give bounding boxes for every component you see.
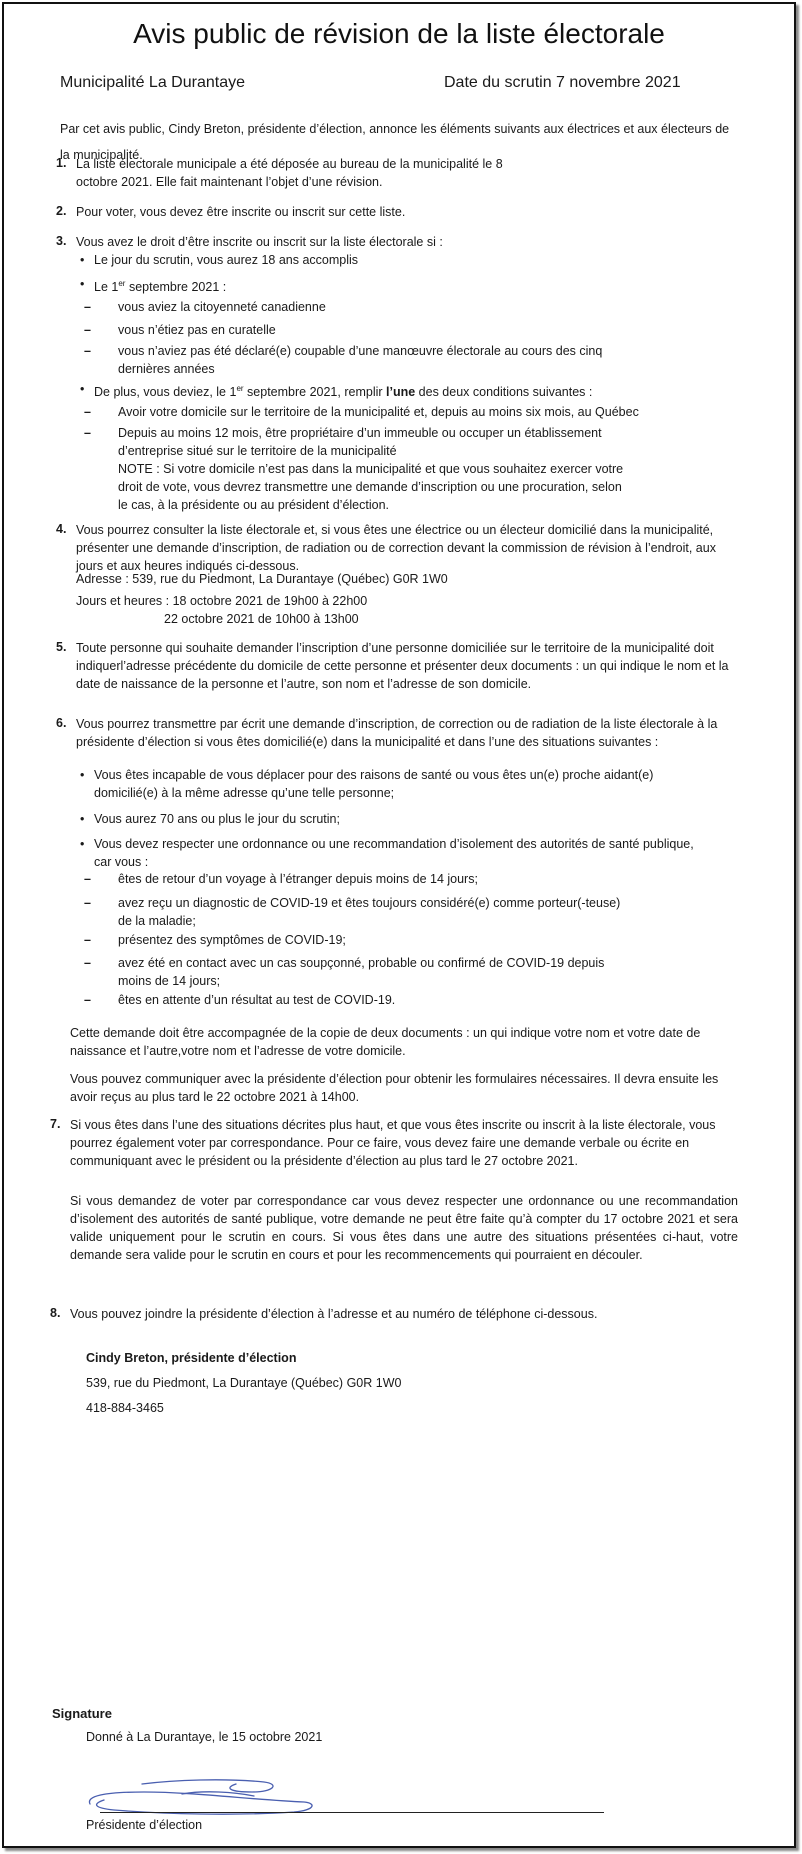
emphasis-text: l’une: [386, 385, 416, 400]
page-title: Avis public de révision de la liste électorale: [133, 18, 665, 49]
dash-item: – avez reçu un diagnostic de COVID-19 et êtes toujours considéré(e) comme porteur(-teuse) de la maladie;: [118, 894, 628, 930]
revision-days-1: Jours et heures : 18 octobre 2021 de 19h00 à 22h00: [76, 594, 368, 608]
item-text-3: Vous avez le droit d’être inscrite ou inscrit sur la liste électorale si :: [76, 235, 443, 249]
item-text-5: Toute personne qui souhaite demander l’inscription d’une personne domiciliée sur le territoire de la municipalité doit indiquerl’adresse précédente du domicile de cette personne et présenter deux documents : un qui indique le nom et la date de naissance de la personne et l’autre, son nom et l’adresse de son domicile.: [76, 641, 729, 691]
item-6-paragraph-2: Vous pouvez communiquer avec la présidente d’élection pour obtenir les formulaires nécessaires. Il devra ensuite les avoir reçus au plus tard le 22 octobre 2021 à 14h00.: [70, 1072, 719, 1104]
ordinal-superscript: er: [118, 279, 126, 288]
intro-paragraph: Par cet avis public, Cindy Breton, présidente d’élection, annonce les éléments suivants aux électrices et aux électeurs de la municipalité.: [60, 122, 730, 162]
bullet-item: [94, 380, 734, 401]
bullet-item: • Vous devez respecter une ordonnance ou une recommandation d’isolement des autorités de santé publique, car vous :: [94, 835, 694, 871]
item-6-paragraph-1: Cette demande doit être accompagnée de la copie de deux documents : un qui indique votre nom et votre date de naissance et l’autre,votre nom et l’adresse de votre domicile.: [70, 1026, 701, 1058]
contact-name: Cindy Breton, présidente d’élection: [86, 1351, 297, 1365]
bullet-text: De plus, vous deviez, le 1: [94, 385, 237, 400]
item-number-6: 6.: [56, 716, 67, 730]
item-number-7: 7.: [50, 1117, 61, 1131]
dash-item: – Depuis au moins 12 mois, être propriétaire d’un immeuble ou occuper un établissement d’entreprise situé sur le territoire de la municipalité: [118, 424, 628, 460]
revision-address: Adresse : 539, rue du Piedmont, La Durantaye (Québec) G0R 1W0: [76, 572, 448, 586]
dash-item: – présentez des symptômes de COVID-19;: [118, 931, 628, 949]
item-number-4: 4.: [56, 522, 67, 536]
item-number-8: 8.: [50, 1306, 61, 1320]
scrutin-date: Date du scrutin 7 novembre 2021: [444, 74, 681, 91]
bullet-text: septembre 2021, remplir: [243, 385, 387, 400]
dash-item: – vous n’étiez pas en curatelle: [118, 321, 728, 339]
item-text-2: Pour voter, vous devez être inscrite ou inscrit sur cette liste.: [76, 205, 406, 219]
bullet-item: • Vous aurez 70 ans ou plus le jour du scrutin;: [94, 810, 694, 828]
signature-label: Signature: [52, 1706, 112, 1721]
note-text: NOTE : Si votre domicile n’est pas dans la municipalité et que vous souhaitez exercer votre droit de vote, vous devrez transmettre une demande d’inscription ou une procuration, selon le cas, à la présidente ou au président d’élection.: [118, 462, 624, 512]
item-number-1: 1.: [56, 156, 67, 170]
item-number-2: 2.: [56, 204, 67, 218]
item-text-8: Vous pouvez joindre la présidente d’élection à l’adresse et au numéro de téléphone ci-dessous.: [70, 1307, 598, 1321]
bullet-text: des deux conditions suivantes :: [415, 385, 593, 400]
notice-page: [2, 2, 796, 1848]
signature-role: Présidente d’élection: [86, 1818, 203, 1832]
bullet-item: • Vous êtes incapable de vous déplacer pour des raisons de santé ou vous êtes un(e) proche aidant(e) domicilié(e) à la même adresse qu’une telle personne;: [94, 766, 694, 802]
item-text-1: La liste électorale municipale a été déposée au bureau de la municipalité le 8 octobre 2021. Elle fait maintenant l’objet d’une révision.: [76, 157, 503, 189]
bullet-item: [94, 275, 734, 296]
ordinal-superscript: er: [236, 384, 244, 393]
municipality-name: Municipalité La Durantaye: [60, 74, 245, 91]
contact-address: 539, rue du Piedmont, La Durantaye (Québec) G0R 1W0: [86, 1376, 402, 1390]
item-text-7: Si vous êtes dans l’une des situations décrites plus haut, et que vous êtes inscrite ou inscrit à la liste électorale, vous pourrez également voter par correspondance. Pour ce faire, vous devez faire une demande verbale ou écrite en communiquant avec le président ou la présidente d’élection au plus tard le 27 octobre 2021.: [70, 1118, 716, 1168]
item-number-5: 5.: [56, 640, 67, 654]
signature-given-at: Donné à La Durantaye, le 15 octobre 2021: [86, 1730, 323, 1744]
item-text-6: Vous pourrez transmettre par écrit une demande d’inscription, de correction ou de radiation de la liste électorale à la présidente d’élection si vous êtes domicilié(e) dans la municipalité et dans l’une des situations suivantes :: [76, 717, 718, 749]
dash-item: – vous aviez la citoyenneté canadienne: [118, 298, 728, 316]
contact-phone: 418-884-3465: [86, 1401, 164, 1415]
signature-line: [100, 1812, 604, 1813]
dash-item: – avez été en contact avec un cas soupçonné, probable ou confirmé de COVID-19 depuis moins de 14 jours;: [118, 954, 628, 990]
dash-item: – Avoir votre domicile sur le territoire de la municipalité et, depuis au moins six mois, au Québec: [118, 403, 728, 421]
bullet-text: Le 1: [94, 280, 119, 295]
item-number-3: 3.: [56, 234, 67, 248]
dash-item: – êtes en attente d’un résultat au test de COVID-19.: [118, 991, 628, 1009]
revision-days-2: 22 octobre 2021 de 10h00 à 13h00: [164, 612, 359, 626]
bullet-item: • Le jour du scrutin, vous aurez 18 ans accomplis: [94, 251, 734, 269]
dash-item: – vous n’aviez pas été déclaré(e) coupable d’une manœuvre électorale au cours des cinq dernières années: [118, 342, 628, 378]
item-text-4: Vous pourrez consulter la liste électorale et, si vous êtes une électrice ou un électeur domicilié dans la municipalité, présenter une demande d’inscription, de radiation ou de correction devant la commission de révision à l’endroit, aux jours et aux heures indiqués ci-dessous.: [76, 523, 716, 573]
dash-item: – êtes de retour d’un voyage à l’étranger depuis moins de 14 jours;: [118, 870, 628, 888]
item-7-paragraph: Si vous demandez de voter par correspondance car vous devez respecter une ordonnance ou une recommandation d’isolement des autorités de santé publique, votre demande ne peut être faite qu’à compter du 17 octobre 2021 et sera valide uniquement pour le scrutin en cours. Si vous êtes dans une autre des situations présentées ci-haut, votre demande sera valide pour le scrutin en cours et pour les recommencements qui pourraient en découler.: [70, 1194, 738, 1262]
bullet-text: septembre 2021 :: [125, 280, 227, 295]
